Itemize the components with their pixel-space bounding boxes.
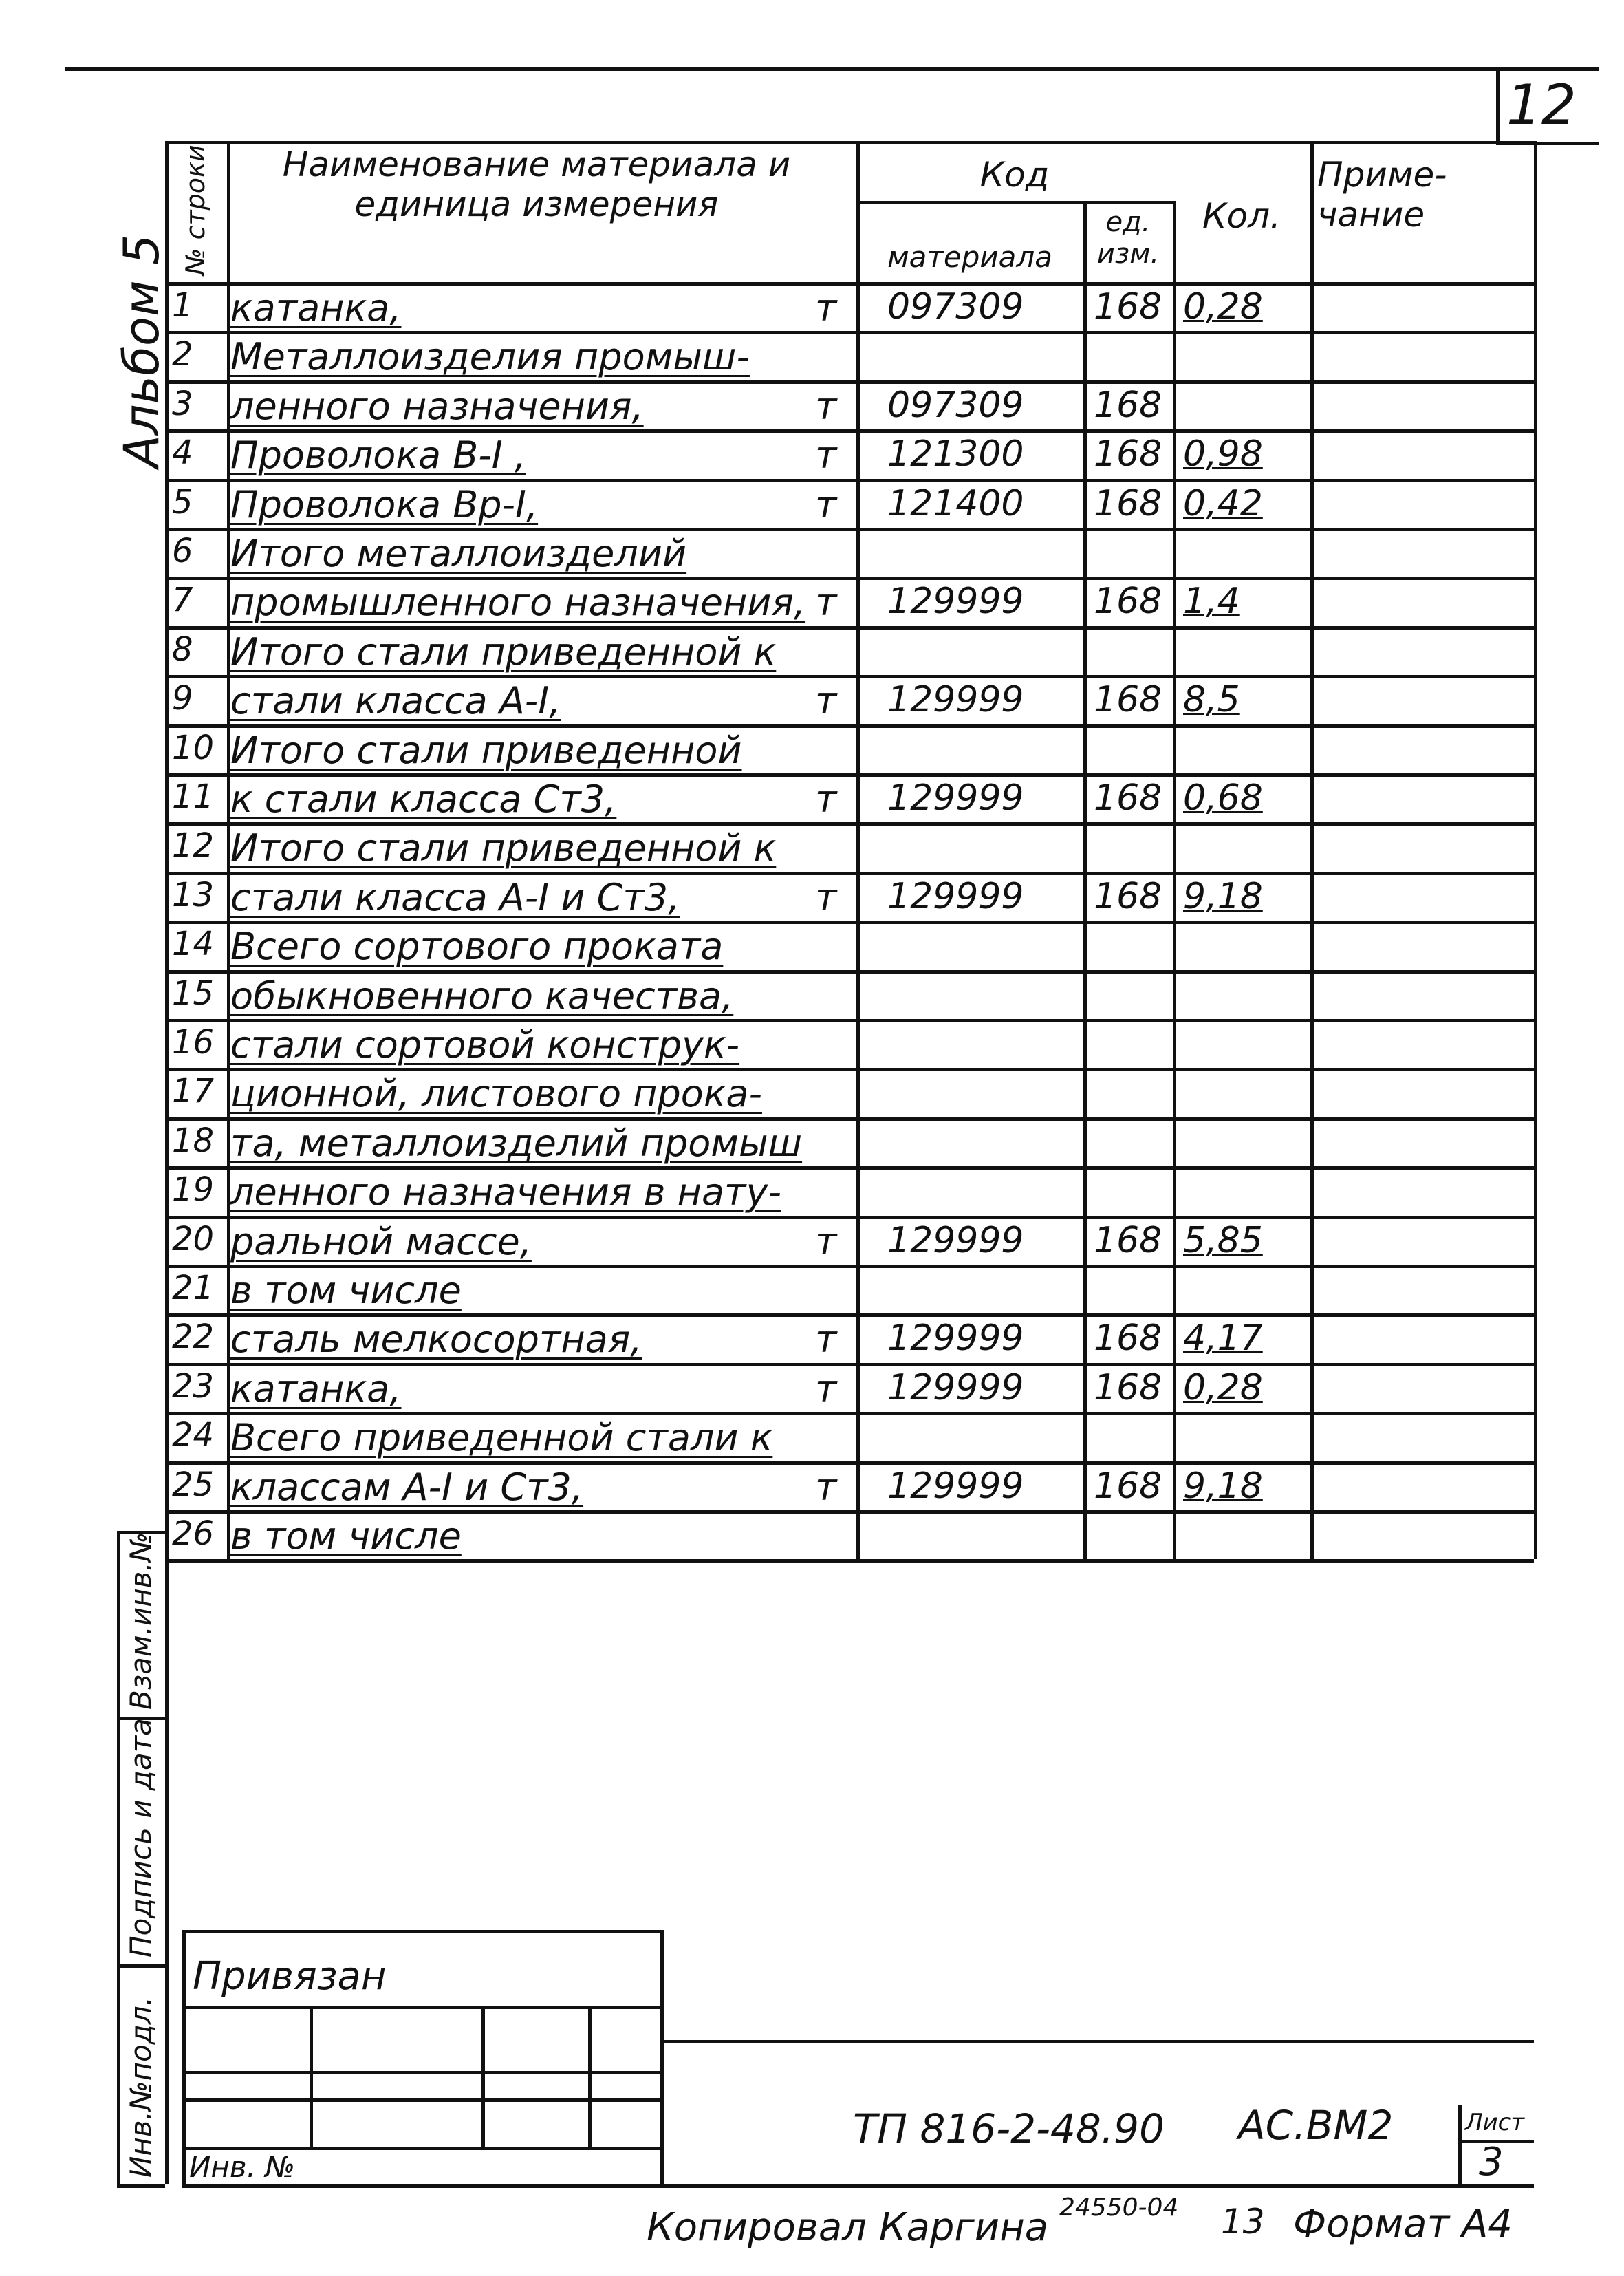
row-name: ленного назначения, <box>230 385 644 428</box>
stamp-sheet-label: Лист <box>1465 2109 1525 2136</box>
row-number: 10 <box>172 729 215 767</box>
stamp-privyazan-right <box>660 1930 664 2184</box>
row-unit-code: 168 <box>1094 385 1162 426</box>
row-line <box>165 1461 1534 1465</box>
row-number: 6 <box>172 532 193 570</box>
stamp-top-border <box>182 1930 660 1933</box>
row-qty: 0,68 <box>1183 777 1263 819</box>
row-code: 129999 <box>887 777 1024 819</box>
album-label: Альбом 5 <box>113 234 170 468</box>
row-code: 129999 <box>887 1466 1024 1507</box>
row-unit-code: 168 <box>1094 1220 1162 1261</box>
row-unit-letter: т <box>815 581 837 624</box>
row-qty: 0,28 <box>1183 286 1263 328</box>
row-line <box>165 1216 1534 1219</box>
row-name: стали класса А-I, <box>230 679 561 722</box>
row-code: 121400 <box>887 483 1024 524</box>
row-unit-letter: т <box>815 1220 837 1263</box>
row-line <box>165 1313 1534 1317</box>
row-number: 25 <box>172 1466 215 1504</box>
row-name: Всего приведенной стали к <box>230 1416 773 1459</box>
row-name: в том числе <box>230 1514 462 1558</box>
stamp-bottom-border <box>182 2184 1534 2188</box>
header-name-text: Наименование материала и единица измерения <box>282 144 791 224</box>
row-line <box>165 429 1534 433</box>
col-unit-divider <box>1173 201 1176 1559</box>
row-name: та, металлоизделий промыш <box>230 1121 803 1165</box>
stamp-col-2 <box>481 2006 485 2147</box>
footer-order: 24550-04 <box>1059 2193 1179 2222</box>
row-number: 20 <box>172 1220 215 1258</box>
row-unit-letter: т <box>815 286 837 330</box>
stamp-doc-code: ТП 816-2-48.90 <box>853 2105 1165 2152</box>
row-name: стали сортовой конструк- <box>230 1023 740 1066</box>
row-name: стали класса А-I и Ст3, <box>230 876 680 919</box>
row-number: 14 <box>172 925 215 963</box>
row-code: 129999 <box>887 1367 1024 1408</box>
row-qty: 1,4 <box>1183 581 1240 622</box>
row-line <box>165 1363 1534 1366</box>
header-name <box>227 144 846 224</box>
row-line <box>165 1166 1534 1170</box>
row-name: ционной, листового прока- <box>230 1072 763 1115</box>
row-code: 129999 <box>887 1318 1024 1359</box>
row-unit-code: 168 <box>1094 581 1162 622</box>
row-code: 129999 <box>887 1220 1024 1261</box>
row-unit-letter: т <box>815 483 837 526</box>
stamp-col-1 <box>310 2006 313 2147</box>
row-name: ленного назначения в нату- <box>230 1170 781 1214</box>
row-line <box>165 1559 1534 1563</box>
row-line <box>165 577 1534 580</box>
row-line <box>165 773 1534 777</box>
row-name: промышленного назначения, <box>230 581 806 624</box>
margin-label-vzam: Взам.инв.№ <box>124 1532 158 1710</box>
row-number: 7 <box>172 581 193 619</box>
row-unit-code: 168 <box>1094 1466 1162 1507</box>
row-qty: 0,28 <box>1183 1367 1263 1408</box>
row-line <box>165 528 1534 531</box>
row-name: Всего сортового проката <box>230 925 724 968</box>
row-unit-code: 168 <box>1094 1318 1162 1359</box>
row-qty: 8,5 <box>1183 679 1240 720</box>
row-line <box>165 380 1534 384</box>
stamp-section: АС.ВМ2 <box>1238 2102 1394 2149</box>
row-number: 17 <box>172 1072 215 1110</box>
row-line <box>165 1412 1534 1415</box>
footer-format: Формат А4 <box>1293 2202 1513 2246</box>
row-qty: 0,42 <box>1183 483 1263 524</box>
row-name: Итого стали приведенной к <box>230 826 777 870</box>
row-name: сталь мелкосортная, <box>230 1318 642 1361</box>
row-number: 15 <box>172 974 215 1013</box>
row-unit-code: 168 <box>1094 876 1162 917</box>
footer-copied: Копировал Каргина <box>647 2205 1049 2250</box>
row-name: Металлоизделия промыш- <box>230 335 750 378</box>
row-number: 18 <box>172 1121 215 1160</box>
row-line <box>165 1019 1534 1022</box>
row-line <box>165 1117 1534 1121</box>
row-name: катанка, <box>230 286 402 330</box>
row-unit-letter: т <box>815 1367 837 1410</box>
row-number: 26 <box>172 1514 215 1553</box>
row-number: 4 <box>172 433 193 472</box>
row-line <box>165 822 1534 826</box>
row-unit-code: 168 <box>1094 286 1162 328</box>
row-code: 121300 <box>887 433 1024 475</box>
row-name: к стали класса Ст3, <box>230 777 617 821</box>
col-left-border <box>165 141 169 1559</box>
stamp-sheet-no: 3 <box>1479 2140 1504 2184</box>
row-unit-code: 168 <box>1094 483 1162 524</box>
page-number: 12 <box>1506 73 1577 137</box>
row-name: Проволока Вр-I, <box>230 483 539 526</box>
margin-block-right-border <box>165 1531 169 2184</box>
row-number: 1 <box>172 286 193 325</box>
row-unit-letter: т <box>815 679 837 722</box>
row-unit-letter: т <box>815 385 837 428</box>
row-number: 23 <box>172 1367 215 1406</box>
header-row-no: № строки <box>180 144 210 275</box>
row-number: 5 <box>172 483 193 522</box>
stamp-col-3 <box>588 2006 592 2147</box>
row-unit-letter: т <box>815 433 837 477</box>
row-number: 21 <box>172 1269 215 1307</box>
row-number: 9 <box>172 679 193 718</box>
row-qty: 4,17 <box>1183 1318 1263 1359</box>
header-code-unit: ед. изм. <box>1096 206 1160 270</box>
col-qty-divider <box>1310 141 1314 1559</box>
row-name: Проволока В-I , <box>230 433 526 477</box>
row-line <box>165 970 1534 974</box>
row-number: 3 <box>172 385 193 423</box>
row-number: 22 <box>172 1318 215 1356</box>
row-code: 129999 <box>887 876 1024 917</box>
row-unit-code: 168 <box>1094 1367 1162 1408</box>
stamp-privyazan: Привязан <box>193 1954 387 1999</box>
row-name: катанка, <box>230 1367 402 1410</box>
row-line <box>165 626 1534 630</box>
row-name: ральной массе, <box>230 1220 532 1263</box>
stamp-inv-no: Инв. № <box>189 2150 296 2184</box>
row-name: Итого стали приведенной <box>230 729 742 772</box>
row-name: Итого металлоизделий <box>230 532 687 575</box>
row-qty: 9,18 <box>1183 876 1263 917</box>
header-bottom-border <box>165 282 1534 286</box>
header-note: Приме-чание <box>1317 155 1447 235</box>
row-code: 097309 <box>887 385 1024 426</box>
stamp-sheet-left <box>1458 2105 1462 2184</box>
row-line <box>165 1265 1534 1268</box>
row-code: 129999 <box>887 679 1024 720</box>
row-qty: 0,98 <box>1183 433 1263 475</box>
row-number: 24 <box>172 1416 215 1454</box>
margin-block-left-border <box>117 1531 120 2184</box>
row-line <box>165 921 1534 924</box>
stamp-main-top <box>660 2040 1534 2043</box>
row-unit-code: 168 <box>1094 679 1162 720</box>
row-unit-code: 168 <box>1094 433 1162 475</box>
header-code: Код <box>979 155 1050 195</box>
col-code-divider <box>1083 201 1087 1559</box>
row-number: 19 <box>172 1170 215 1209</box>
row-name: в том числе <box>230 1269 462 1312</box>
row-number: 2 <box>172 335 193 374</box>
row-line <box>165 331 1534 334</box>
row-line <box>165 1068 1534 1071</box>
col-name-divider <box>856 141 860 1559</box>
footer-num: 13 <box>1221 2202 1265 2242</box>
row-unit-letter: т <box>815 1466 837 1509</box>
row-number: 16 <box>172 1023 215 1062</box>
row-line <box>165 1510 1534 1514</box>
row-number: 12 <box>172 826 215 865</box>
row-number: 13 <box>172 876 215 914</box>
row-line <box>165 675 1534 678</box>
top-rule <box>65 67 1599 71</box>
margin-divider-3 <box>117 1964 165 1968</box>
row-unit-letter: т <box>815 876 837 919</box>
col-right-border <box>1534 141 1537 1559</box>
code-header-divider <box>856 201 1173 204</box>
row-name: классам А-I и Ст3, <box>230 1466 584 1509</box>
margin-label-inv: Инв.№подл. <box>124 1996 158 2178</box>
header-qty: Кол. <box>1202 196 1281 236</box>
row-line <box>165 872 1534 875</box>
margin-divider-4 <box>117 2184 165 2188</box>
row-number: 11 <box>172 777 215 816</box>
margin-label-podpis: Подпись и дата <box>124 1718 158 1957</box>
row-name: Итого стали приведенной к <box>230 630 777 674</box>
row-line <box>165 724 1534 728</box>
page-number-box-left <box>1496 67 1500 143</box>
row-name: обыкновенного качества, <box>230 974 734 1018</box>
row-code: 129999 <box>887 581 1024 622</box>
row-unit-code: 168 <box>1094 777 1162 819</box>
header-code-material: материала <box>887 240 1052 274</box>
row-unit-letter: т <box>815 777 837 821</box>
row-number: 8 <box>172 630 193 669</box>
row-qty: 9,18 <box>1183 1466 1263 1507</box>
row-code: 097309 <box>887 286 1024 328</box>
row-line <box>165 479 1534 482</box>
row-unit-letter: т <box>815 1318 837 1361</box>
row-qty: 5,85 <box>1183 1220 1263 1261</box>
